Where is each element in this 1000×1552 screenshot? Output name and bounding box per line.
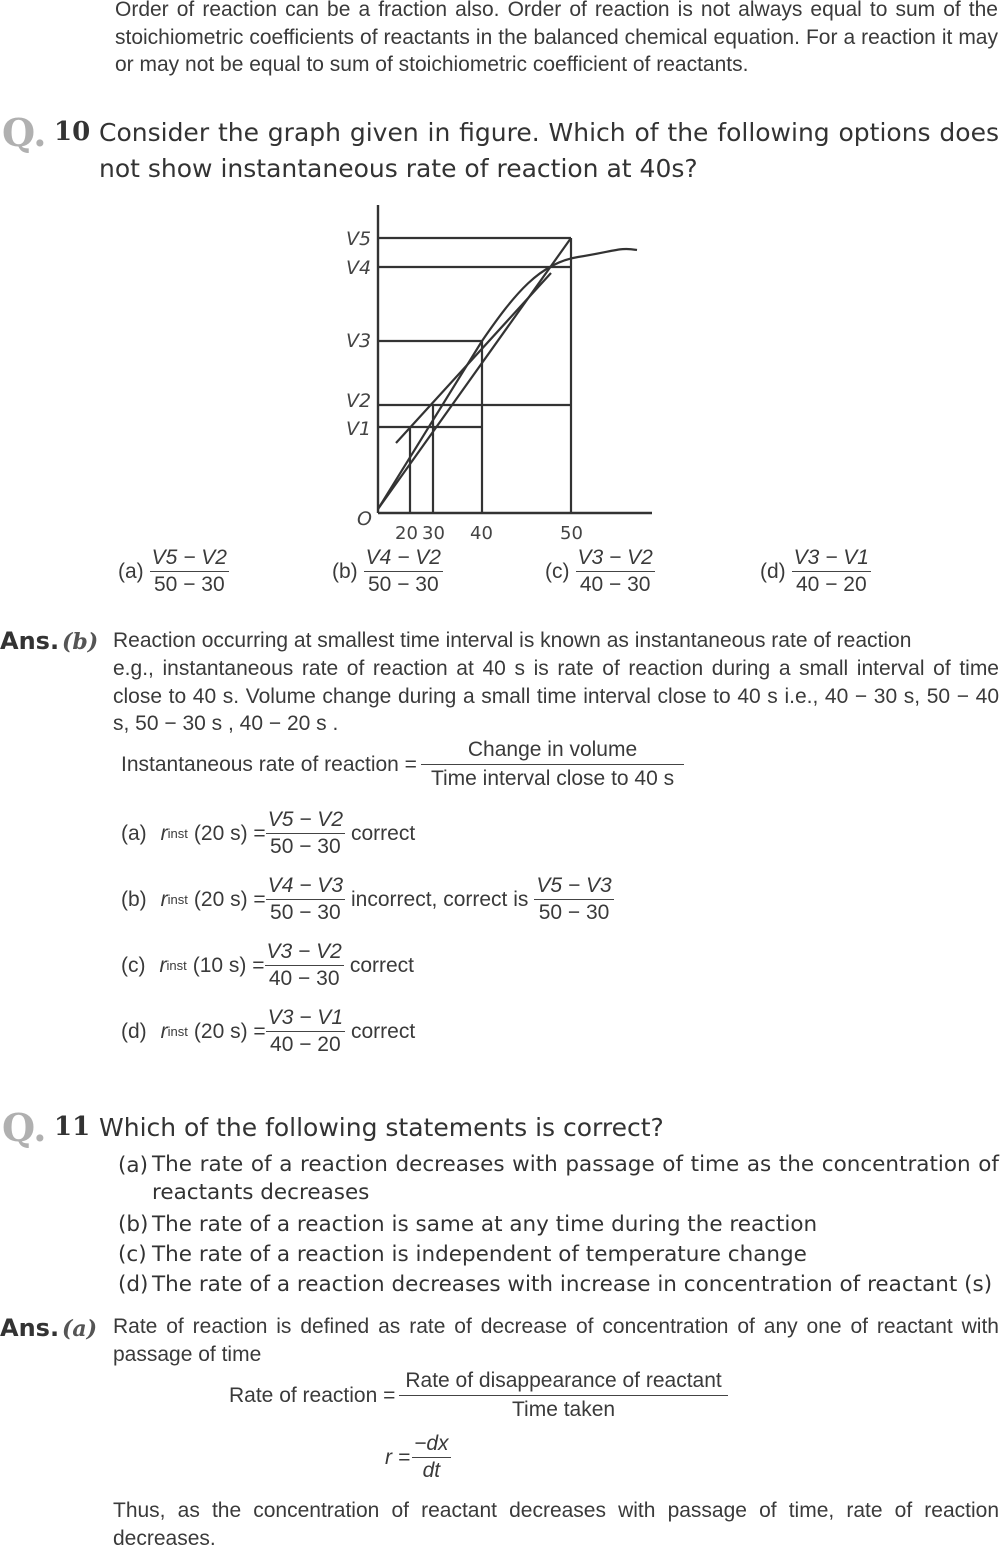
answer-label-q10: Ans. <box>0 627 60 655</box>
step-label: (d) <box>121 1019 147 1043</box>
volume-time-graph <box>330 205 660 550</box>
question-text-q10: Consider the graph given in figure. Which of the following options does not show instantaneous rate of reaction at 40s? <box>99 118 999 183</box>
y-label-v3: V3 <box>346 330 372 352</box>
y-label-v4: V4 <box>346 257 372 279</box>
rate-of-reaction-formula <box>229 1369 728 1422</box>
option-numerator: V3 − V1 <box>792 546 871 572</box>
step-numerator: V3 − V1 <box>266 1006 345 1032</box>
step-denominator: 40 − 20 <box>270 1033 341 1056</box>
q11-options <box>118 1151 999 1300</box>
volume-curve <box>378 249 637 509</box>
step-denominator: 50 − 30 <box>270 835 341 858</box>
option-denominator: 50 − 30 <box>154 573 225 596</box>
answer-text-q10-line1: Reaction occurring at smallest time interval is known as instantaneous rate of reaction <box>113 629 912 652</box>
step-a: (a) r inst (20 s) = $\frac{V5 - V2}{50 - 30}$ correct <box>121 808 416 858</box>
intro-paragraph: Order of reaction can be a fraction also. Order of reaction is not always equal to sum of the stoichiometric coefficients of reactants in the balanced chemical equation. For a reaction it may or may not be equal to sum of stoichiometric coefficient of reactants. <box>115 0 998 76</box>
formula-numerator: Rate of disappearance of reactant <box>399 1369 727 1396</box>
q10-option-b <box>332 546 443 597</box>
tangent-line <box>396 273 551 443</box>
q10-option-d <box>760 546 871 597</box>
r-denominator: dt <box>422 1459 441 1482</box>
instantaneous-rate-formula <box>121 738 684 791</box>
option-text: The rate of a reaction decreases with increase in concentration of reactant (s) <box>152 1272 993 1297</box>
step-alt-numerator: V5 − V3 <box>534 874 613 900</box>
answer-key-q10: (b) <box>62 629 99 655</box>
formula-denominator: Time interval close to 40 s <box>430 767 675 790</box>
step-b: (b) r inst (20 s) = $\frac{V4 - V3}{50 - 30}$ incorrect, correct is $\frac{V5 - V3}{50 - 30}$ <box>121 874 612 924</box>
step-verdict: correct <box>351 821 416 845</box>
option-label: (c) <box>545 559 570 583</box>
option-label: (d) <box>118 1272 149 1297</box>
x-tick-50: 50 <box>560 523 583 544</box>
step-c: (c) r inst (10 s) = $\frac{V3 - V2}{40 - 30}$ correct <box>121 940 415 990</box>
q10-option-a <box>118 546 229 597</box>
step-interval: (20 s) = <box>193 1019 266 1043</box>
option-denominator: 40 − 30 <box>579 573 651 596</box>
step-d: (d) r inst (20 s) = $\frac{V3 - V1}{40 - 20}$ correct <box>121 1006 416 1056</box>
step-denominator: 50 − 30 <box>270 901 341 924</box>
option-text: The rate of a reaction is independent of temperature change <box>152 1242 807 1267</box>
step-label: (a) <box>121 821 147 845</box>
step-verdict: incorrect, correct is <box>351 887 529 911</box>
question-mark-q11: Q. <box>2 1105 47 1150</box>
q10-option-c <box>545 546 655 597</box>
answer-label-q11: Ans. <box>0 1314 60 1342</box>
option-numerator: V4 − V2 <box>364 546 443 572</box>
answer-key-q11: (a) <box>62 1316 98 1342</box>
formula-lhs: Instantaneous rate of reaction = <box>121 752 417 776</box>
option-numerator: V3 − V2 <box>576 546 655 572</box>
q11-option-b <box>118 1210 999 1240</box>
r-numerator: −dx <box>412 1432 450 1458</box>
x-tick-30: 30 <box>422 523 445 544</box>
secant-line <box>378 238 571 509</box>
option-label: (a) <box>118 559 144 583</box>
step-numerator: V4 − V3 <box>266 874 345 900</box>
step-numerator: V3 − V2 <box>265 940 344 966</box>
q11-option-a <box>118 1151 999 1207</box>
step-interval: (20 s) = <box>193 887 266 911</box>
option-label: (b) <box>332 559 358 583</box>
step-denominator: 40 − 30 <box>268 967 340 990</box>
option-numerator: V5 − V2 <box>150 546 229 572</box>
origin-label: O <box>357 508 372 530</box>
y-label-v1: V1 <box>346 418 372 440</box>
formula-denominator: Time taken <box>512 1398 616 1421</box>
step-verdict: correct <box>349 953 415 977</box>
formula-numerator: Change in volume <box>421 738 684 765</box>
formula-lhs: Rate of reaction = <box>229 1383 396 1407</box>
step-label: (c) <box>121 953 146 977</box>
option-denominator: 50 − 30 <box>368 573 439 596</box>
x-tick-40: 40 <box>470 523 493 544</box>
step-interval: (10 s) = <box>192 953 265 977</box>
rate-derivative-formula <box>385 1432 451 1483</box>
conclusion-text-q11: Thus, as the concentration of reactant decreases with passage of time, rate of reaction decreases. <box>113 1499 999 1550</box>
q11-option-c <box>118 1240 999 1270</box>
step-verdict: correct <box>351 1019 416 1043</box>
question-number-q11: 11 <box>54 1112 91 1142</box>
answer-text-q10-body: e.g., instantaneous rate of reaction at 40 s is rate of reaction during a small interval of time close to 40 s. Volume change during a small time interval close to 40 s i.e., 40 − 30 s, 50 − 40 s, 50 − 30 s , 40 − 20 s . <box>113 657 999 735</box>
x-tick-20: 20 <box>395 523 418 544</box>
y-label-v2: V2 <box>346 390 372 412</box>
option-text: The rate of a reaction decreases with passage of time as the concentration of reactants decreases <box>152 1152 999 1205</box>
option-denominator: 40 − 20 <box>796 573 867 596</box>
option-label: (b) <box>118 1212 149 1237</box>
step-interval: (20 s) = <box>193 821 266 845</box>
step-numerator: V5 − V2 <box>266 808 345 834</box>
option-text: The rate of a reaction is same at any time during the reaction <box>152 1212 818 1237</box>
step-alt-denominator: 50 − 30 <box>538 901 610 924</box>
step-label: (b) <box>121 887 147 911</box>
answer-text-q11: Rate of reaction is defined as rate of decrease of concentration of any one of reactant with passage of time <box>113 1315 999 1366</box>
question-text-q11: Which of the following statements is correct? <box>99 1113 664 1142</box>
option-label: (d) <box>760 559 786 583</box>
option-label: (c) <box>118 1242 147 1267</box>
r-lhs: r = <box>385 1445 411 1469</box>
y-label-v5: V5 <box>346 228 372 250</box>
q11-option-d <box>118 1270 999 1300</box>
option-label: (a) <box>118 1153 148 1178</box>
question-mark-q10: Q. <box>2 110 47 155</box>
question-number-q10: 10 <box>54 117 91 147</box>
